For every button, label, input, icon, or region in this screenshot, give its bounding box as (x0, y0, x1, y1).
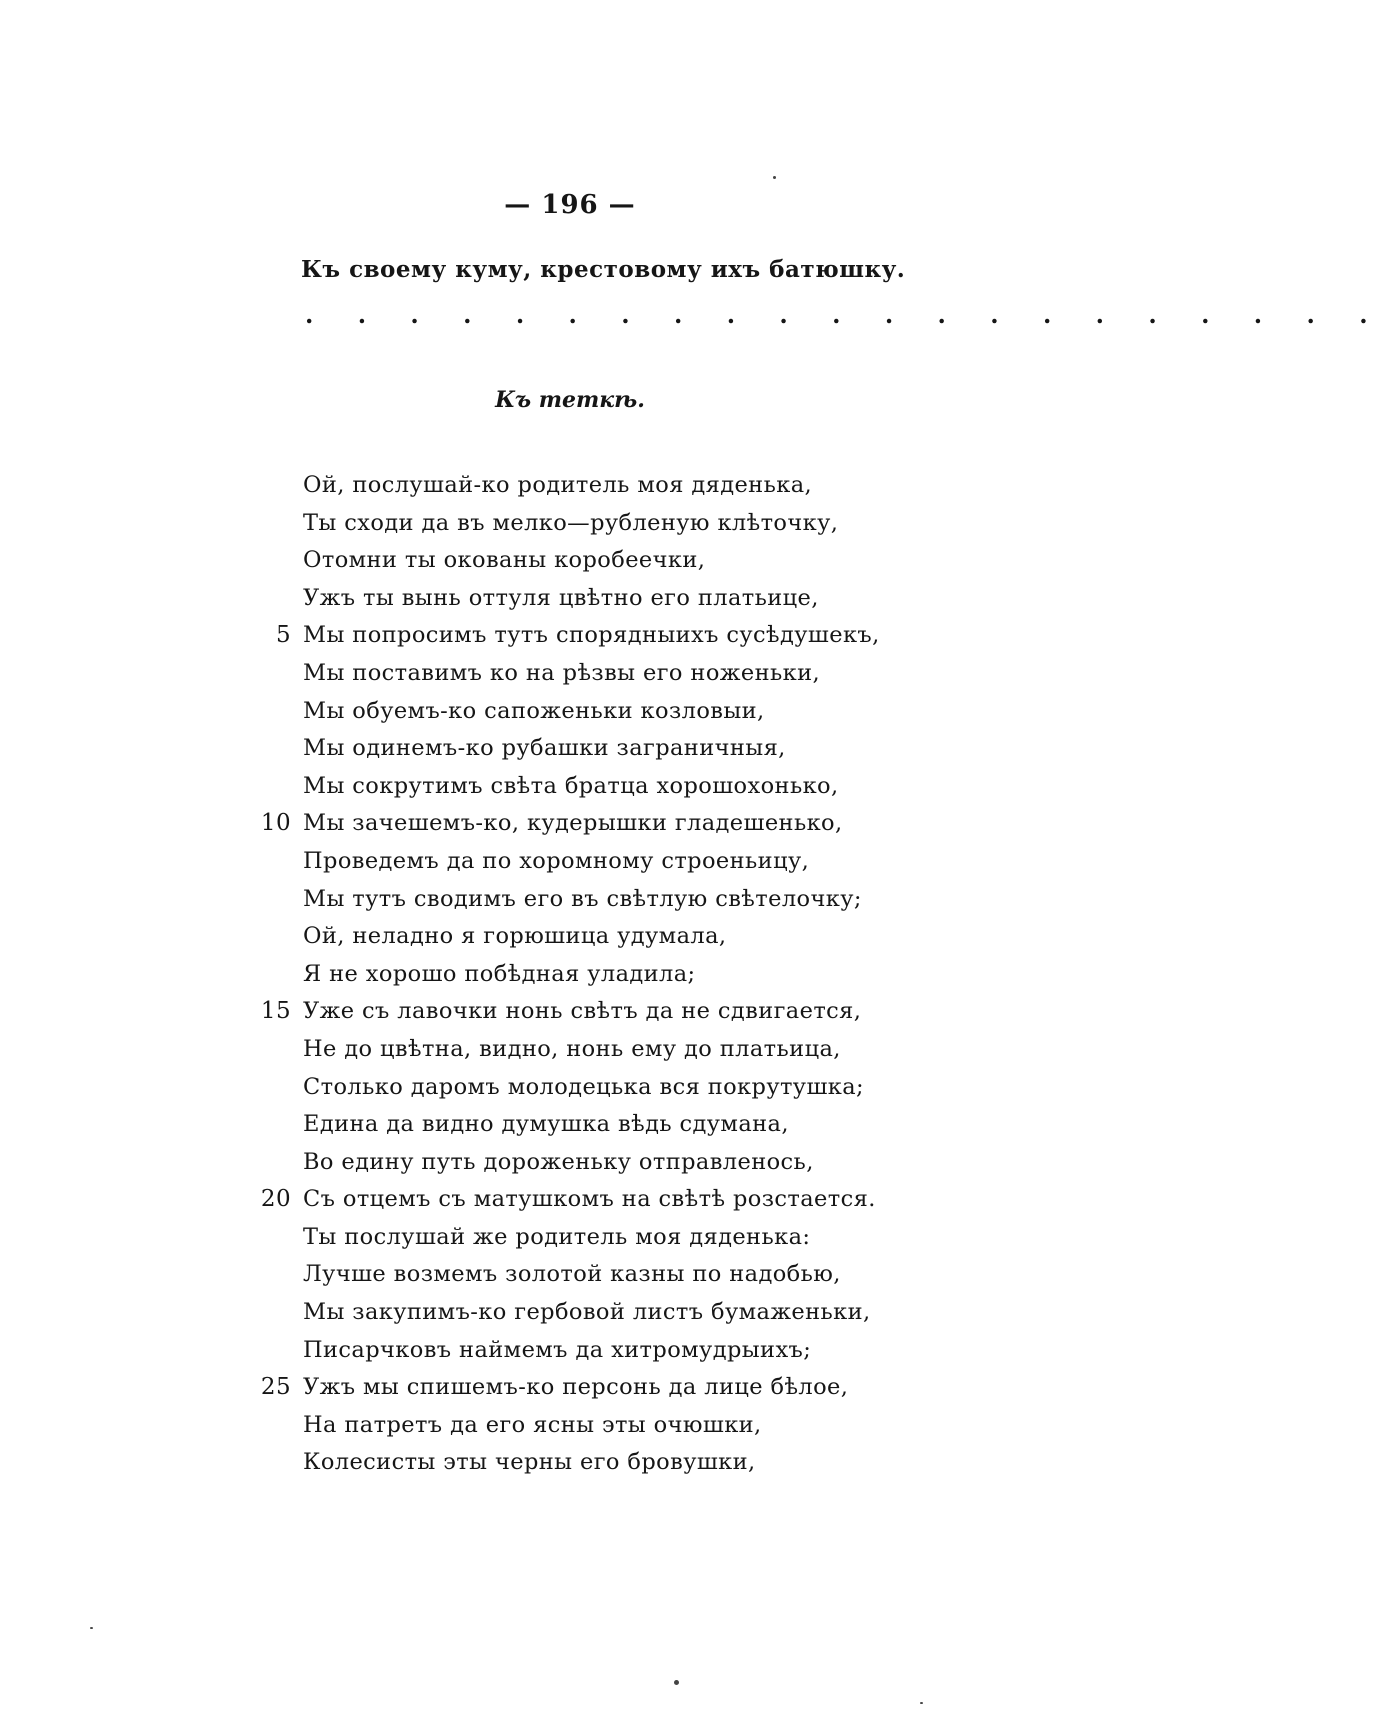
verse-text: Ты послушай же родитель моя дяденька: (303, 1223, 811, 1250)
section-title: Къ теткѣ. (495, 387, 645, 413)
scan-speck (90, 1627, 93, 1629)
verse-line (0, 998, 1140, 1036)
intro-line: Къ своему куму, крестовому ихъ батюшку. (301, 256, 906, 283)
line-number: 25 (260, 1374, 291, 1401)
verse-line (0, 698, 1140, 736)
verse-text: Мы тутъ сводимъ его въ свѣтлую свѣтелочку; (303, 885, 862, 912)
verse-line (0, 472, 1140, 510)
verse-line (0, 1412, 1140, 1450)
verse-text: Колесисты эты черны его бровушки, (303, 1449, 756, 1476)
verse-line (0, 547, 1140, 585)
line-number: 15 (260, 998, 291, 1025)
verse-line (0, 961, 1140, 999)
verse-line (0, 810, 1140, 848)
verse-text: Мы одинемъ-ко рубашки заграничныя, (303, 735, 786, 762)
verse-line (0, 923, 1140, 961)
line-number: 20 (260, 1186, 291, 1213)
verse-line (0, 510, 1140, 548)
verse-text: Столько даромъ молодецька вся покрутушка; (303, 1073, 865, 1100)
scan-speck (773, 176, 776, 179)
verse-line (0, 1374, 1140, 1412)
verse-line (0, 886, 1140, 924)
verse-text: Мы обуемъ-ко сапоженьки козловыи, (303, 697, 765, 724)
verse-line (0, 1074, 1140, 1112)
verse-line (0, 1261, 1140, 1299)
verse-text: Ты сходи да въ мелко—рубленую клѣточку, (303, 509, 839, 536)
verse-text: Уже съ лавочки нонь свѣтъ да не сдвигается, (303, 998, 862, 1025)
verse-line (0, 1299, 1140, 1337)
omission-dots: . . . . . . . . . . . . . . . . . . . . . (305, 300, 1386, 329)
verse-text: На патретъ да его ясны эты очюшки, (303, 1411, 762, 1438)
verse-text: Едина да видно думушка вѣдь сдумана, (303, 1111, 789, 1138)
verse-text: Проведемъ да по хоромному строеньицу, (303, 847, 810, 874)
verse-line (0, 773, 1140, 811)
verse-text: Лучше возмемъ золотой казны по надобью, (303, 1261, 841, 1288)
verse-text: Мы зачешемъ-ко, кудерышки гладешенько, (303, 810, 843, 837)
verse-text: Во едину путь дороженьку отправленось, (303, 1148, 814, 1175)
verse-line (0, 660, 1140, 698)
scan-speck (920, 1702, 923, 1704)
verse-text: Мы сокрутимъ свѣта братца хорошохонько, (303, 772, 839, 799)
verse-line (0, 1449, 1140, 1487)
scan-speck (674, 1680, 679, 1685)
page-number: — 196 — (504, 190, 636, 220)
verse-text: Писарчковъ наймемъ да хитромудрыихъ; (303, 1336, 812, 1363)
verse-text: Не до цвѣтна, видно, нонь ему до платьица, (303, 1035, 841, 1062)
verse-text: Отомни ты окованы коробеечки, (303, 547, 706, 574)
verse-line (0, 1036, 1140, 1074)
verse-text: Ой, неладно я горюшица удумала, (303, 923, 727, 950)
verse-text: Ой, послушай-ко родитель моя дяденька, (303, 472, 813, 498)
verse-text: Мы закупимъ-ко гербовой листъ бумаженьки, (303, 1299, 871, 1326)
verse-line (0, 1186, 1140, 1224)
verse-text: Съ отцемъ съ матушкомъ на свѣтѣ розстается. (303, 1186, 876, 1213)
verse-line (0, 1149, 1140, 1187)
verse-text: Ужъ мы спишемъ-ко персонь да лице бѣлое, (303, 1374, 849, 1401)
verse-line (0, 735, 1140, 773)
poem-body (0, 472, 1140, 1487)
verse-text: Мы попросимъ тутъ спорядныихъ сусѣдушекъ, (303, 622, 880, 649)
verse-text: Я не хорошо побѣдная уладила; (303, 960, 696, 987)
line-number: 5 (275, 622, 291, 649)
verse-line (0, 1337, 1140, 1375)
line-number: 10 (260, 810, 291, 837)
verse-line (0, 1111, 1140, 1149)
verse-line (0, 622, 1140, 660)
verse-line (0, 585, 1140, 623)
verse-line (0, 848, 1140, 886)
verse-text: Мы поставимъ ко на рѣзвы его ноженьки, (303, 659, 821, 686)
verse-text: Ужъ ты вынь оттуля цвѣтно его платьице, (303, 584, 819, 611)
verse-line (0, 1224, 1140, 1262)
